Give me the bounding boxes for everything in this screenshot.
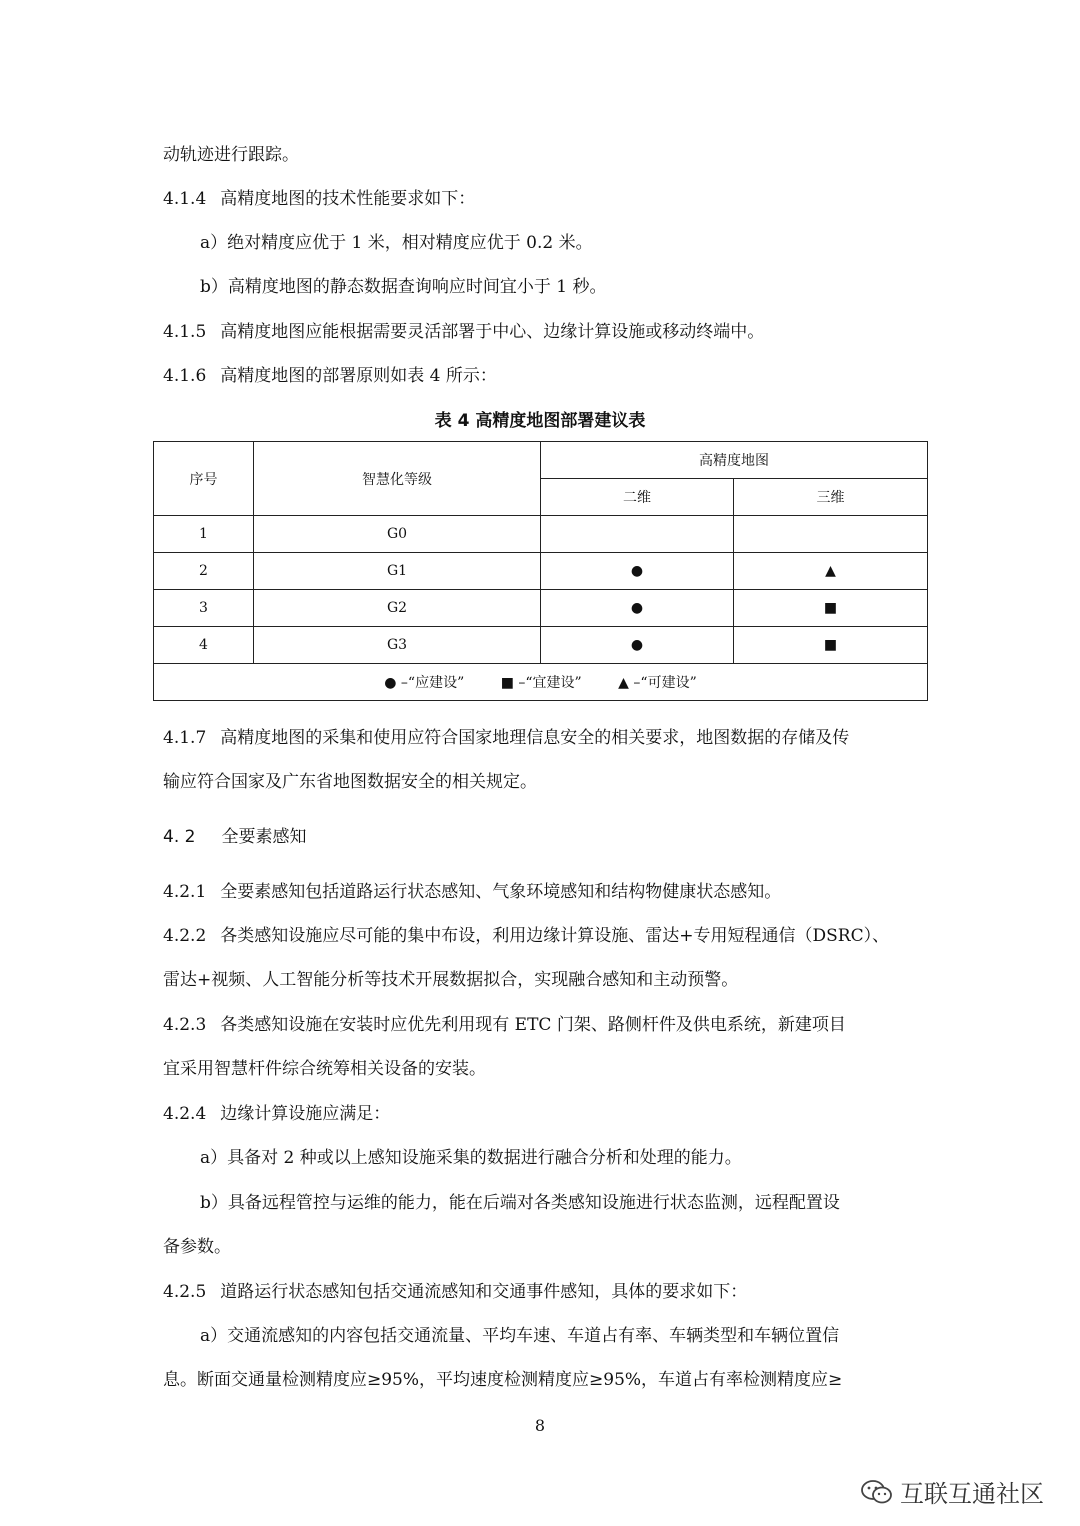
legend-item-required: ● –“应建设” [384, 675, 465, 691]
text-line: 宜采用智慧杆件综合统筹相关设备的安装。 [163, 1059, 486, 1079]
list-item: a）交通流感知的内容包括交通流量、平均车速、车道占有率、车辆类型和车辆位置信 [200, 1326, 840, 1346]
header-level: 智慧化等级 [254, 442, 541, 516]
cell-seq: 4 [154, 627, 254, 664]
section-heading-4-2: 4. 2 全要素感知 [163, 827, 307, 847]
cell-2d: ● [541, 627, 734, 664]
table-row [154, 553, 928, 590]
watermark-text: 互联互通社区 [900, 1480, 1044, 1508]
legend-item-optional: ▲ –“可建设” [618, 675, 697, 691]
cell-level: G2 [254, 590, 541, 627]
wechat-icon [860, 1479, 894, 1505]
header-map: 高精度地图 [541, 442, 928, 479]
cell-level: G1 [254, 553, 541, 590]
clause-4-1-5: 4.1.5 高精度地图应能根据需要灵活部署于中心、边缘计算设施或移动终端中。 [163, 322, 765, 342]
table-caption: 表 4 高精度地图部署建议表 [434, 411, 646, 431]
table-row [154, 516, 928, 553]
text-line: 输应符合国家及广东省地图数据安全的相关规定。 [163, 772, 537, 792]
clause-4-2-5: 4.2.5 道路运行状态感知包括交通流感知和交通事件感知，具体的要求如下： [163, 1282, 748, 1302]
cell-seq: 2 [154, 553, 254, 590]
table-row [154, 627, 928, 664]
cell-seq: 3 [154, 590, 254, 627]
watermark [860, 1474, 1044, 1509]
text-line: 备参数。 [163, 1237, 231, 1257]
deployment-table [153, 441, 928, 701]
legend-item-recommended: ■ –“宜建设” [500, 675, 582, 691]
header-3d: 三维 [734, 479, 928, 516]
cell-2d: ● [541, 553, 734, 590]
cell-level: G3 [254, 627, 541, 664]
cell-3d: ■ [734, 590, 928, 627]
clause-4-1-4: 4.1.4 高精度地图的技术性能要求如下： [163, 189, 476, 209]
list-item: a）具备对 2 种或以上感知设施采集的数据进行融合分析和处理的能力。 [200, 1148, 742, 1168]
cell-3d: ■ [734, 627, 928, 664]
text-line: 雷达+视频、人工智能分析等技术开展数据拟合，实现融合感知和主动预警。 [163, 970, 739, 990]
clause-4-2-3: 4.2.3 各类感知设施在安装时应优先利用现有 ETC 门架、路侧杆件及供电系统，新建项目 [163, 1015, 846, 1035]
list-item: b）高精度地图的静态数据查询响应时间宜小于 1 秒。 [200, 277, 607, 297]
header-seq: 序号 [154, 442, 254, 516]
cell-3d: ▲ [734, 553, 928, 590]
cell-level: G0 [254, 516, 541, 553]
table-legend [154, 664, 928, 701]
header-2d: 二维 [541, 479, 734, 516]
clause-4-1-6: 4.1.6 高精度地图的部署原则如表 4 所示： [163, 366, 497, 386]
clause-4-2-2: 4.2.2 各类感知设施应尽可能的集中布设，利用边缘计算设施、雷达+专用短程通信（DSRC）、 [163, 926, 890, 946]
page-number: 8 [534, 1416, 546, 1435]
clause-4-2-4: 4.2.4 边缘计算设施应满足： [163, 1104, 391, 1124]
clause-4-1-7: 4.1.7 高精度地图的采集和使用应符合国家地理信息安全的相关要求，地图数据的存储及传 [163, 728, 850, 748]
cell-2d [541, 516, 734, 553]
cell-2d: ● [541, 590, 734, 627]
cell-seq: 1 [154, 516, 254, 553]
cell-3d [734, 516, 928, 553]
text-line: 动轨迹进行跟踪。 [163, 145, 299, 165]
text-line: 息。断面交通量检测精度应≥95%，平均速度检测精度应≥95%，车道占有率检测精度应≥ [163, 1370, 843, 1390]
list-item: b）具备远程管控与运维的能力，能在后端对各类感知设施进行状态监测，远程配置设 [200, 1193, 840, 1213]
clause-4-2-1: 4.2.1 全要素感知包括道路运行状态感知、气象环境感知和结构物健康状态感知。 [163, 882, 782, 902]
table-row [154, 590, 928, 627]
list-item: a）绝对精度应优于 1 米，相对精度应优于 0.2 米。 [200, 233, 593, 253]
